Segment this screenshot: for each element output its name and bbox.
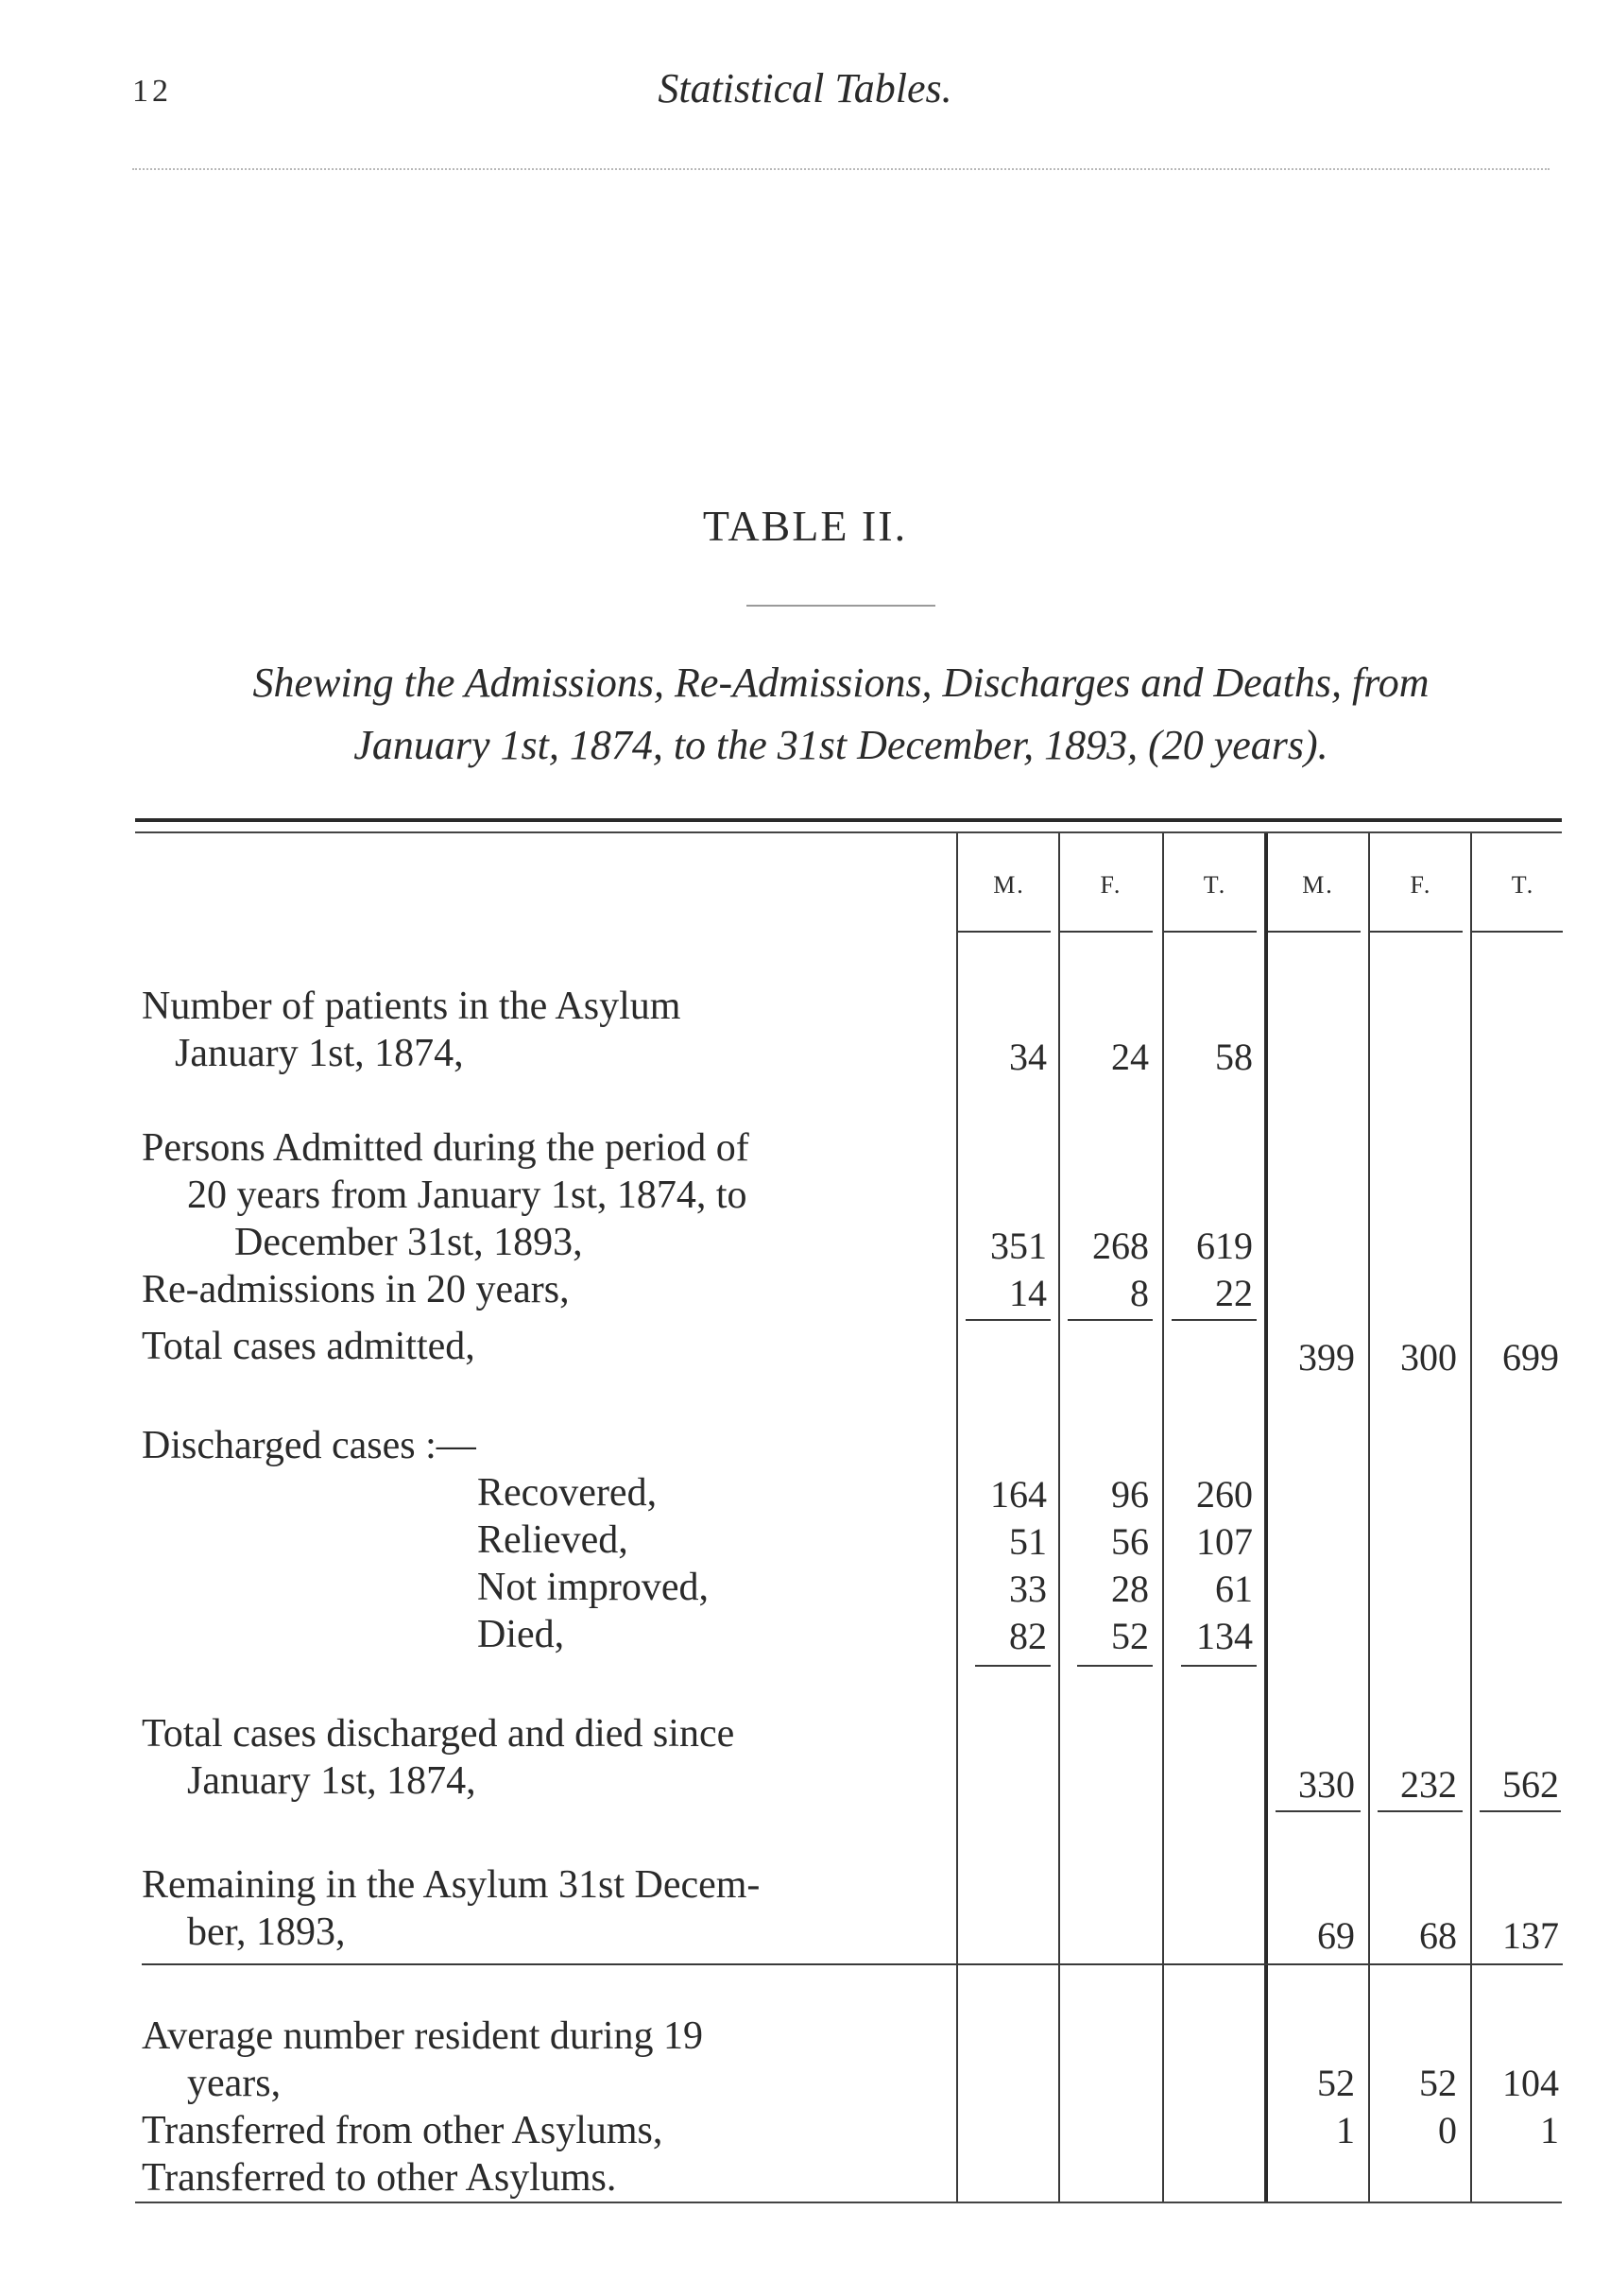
cell-not-improved-m: 33 — [1009, 1568, 1047, 1610]
row-label-total-admitted: Total cases admitted, — [142, 1325, 475, 1368]
header-underline — [1060, 931, 1153, 933]
header-underline — [958, 931, 1051, 933]
cell-admitted-m: 351 — [990, 1225, 1047, 1267]
row-label-recovered: Recovered, — [477, 1471, 658, 1515]
cell-total-discharged-f: 232 — [1400, 1763, 1457, 1806]
cell-transferred-from-m: 1 — [1336, 2109, 1355, 2151]
table-subtitle — [113, 652, 1568, 777]
cell-recovered-f: 96 — [1111, 1473, 1149, 1516]
sum-rule — [975, 1665, 1051, 1667]
cell-remaining-t: 137 — [1502, 1914, 1559, 1957]
column-divider — [1368, 833, 1370, 2202]
cell-admitted-f: 268 — [1092, 1225, 1149, 1267]
cell-total-admitted-m: 399 — [1298, 1336, 1355, 1379]
header-underline — [1472, 931, 1563, 933]
row-label-remaining: Remaining in the Asylum 31st Decem- — [142, 1863, 761, 1907]
row-label-admitted-cont: December 31st, 1893, — [234, 1221, 583, 1264]
column-header-t: T. — [1511, 871, 1535, 899]
cell-remaining-m: 69 — [1317, 1914, 1355, 1957]
cell-readmissions-f: 8 — [1130, 1272, 1149, 1314]
page-number: 12 — [132, 74, 172, 109]
cell-transferred-from-t: 1 — [1540, 2109, 1559, 2151]
cell-recovered-m: 164 — [990, 1473, 1047, 1516]
subtitle-line-1: Shewing the Admissions, Re-Admissions, Discharges and Deaths, from — [252, 660, 1430, 706]
cell-in-asylum-t: 58 — [1215, 1036, 1253, 1078]
column-divider — [1470, 833, 1472, 2202]
row-label-in-asylum-1874: Number of patients in the Asylum — [142, 985, 681, 1028]
cell-not-improved-f: 28 — [1111, 1568, 1149, 1610]
cell-total-admitted-f: 300 — [1400, 1336, 1457, 1379]
row-label-in-asylum-1874-cont: January 1st, 1874, — [175, 1032, 464, 1075]
sum-rule — [1077, 1665, 1153, 1667]
cell-total-admitted-t: 699 — [1502, 1336, 1559, 1379]
header-underline — [1268, 931, 1361, 933]
sum-rule — [1480, 1810, 1561, 1812]
row-label-average-resident: Average number resident during 19 — [142, 2014, 704, 2058]
row-label-transferred-from: Transferred from other Asylums, — [142, 2109, 663, 2152]
cell-average-resident-t: 104 — [1502, 2062, 1559, 2104]
cell-average-resident-f: 52 — [1419, 2062, 1457, 2104]
sum-rule — [1172, 1319, 1257, 1321]
table-top-rule — [135, 818, 1562, 822]
row-label-died: Died, — [477, 1613, 565, 1656]
header-rule — [132, 168, 1550, 170]
cell-died-t: 134 — [1196, 1615, 1253, 1657]
row-label-remaining-cont: ber, 1893, — [187, 1910, 346, 1954]
cell-total-discharged-m: 330 — [1298, 1763, 1355, 1806]
row-label-not-improved: Not improved, — [477, 1566, 709, 1609]
row-label-total-discharged-cont: January 1st, 1874, — [187, 1759, 476, 1803]
cell-transferred-from-f: 0 — [1438, 2109, 1457, 2151]
column-header-t: T. — [1203, 871, 1227, 899]
cell-relieved-m: 51 — [1009, 1520, 1047, 1563]
cell-average-resident-m: 52 — [1317, 2062, 1355, 2104]
cell-remaining-f: 68 — [1419, 1914, 1457, 1957]
title-rule — [746, 605, 935, 607]
row-label-average-resident-cont: years, — [187, 2062, 282, 2105]
header-underline — [1164, 931, 1257, 933]
row-label-admitted-cont: 20 years from January 1st, 1874, to — [187, 1174, 747, 1217]
sum-rule — [966, 1319, 1051, 1321]
row-label-relieved: Relieved, — [477, 1518, 628, 1562]
cell-died-m: 82 — [1009, 1615, 1047, 1657]
cell-admitted-t: 619 — [1196, 1225, 1253, 1267]
cell-not-improved-t: 61 — [1215, 1568, 1253, 1610]
cell-readmissions-m: 14 — [1009, 1272, 1047, 1314]
sum-rule — [1276, 1810, 1361, 1812]
sum-rule — [1068, 1319, 1153, 1321]
cell-in-asylum-f: 24 — [1111, 1036, 1149, 1078]
running-title: Statistical Tables. — [658, 65, 952, 111]
subtitle-line-2: January 1st, 1874, to the 31st December, 1893, (20 years). — [353, 722, 1328, 768]
cell-relieved-f: 56 — [1111, 1520, 1149, 1563]
sum-rule — [1181, 1665, 1257, 1667]
column-divider-heavy — [1264, 833, 1268, 2202]
column-header-f: F. — [1100, 871, 1122, 899]
header-underline — [1370, 931, 1463, 933]
cell-recovered-t: 260 — [1196, 1473, 1253, 1516]
table-title: TABLE II. — [702, 502, 908, 550]
row-label-transferred-to: Transferred to other Asylums. — [142, 2156, 617, 2200]
cell-total-discharged-t: 562 — [1502, 1763, 1559, 1806]
sum-rule — [1378, 1810, 1463, 1812]
table-top-rule-thin — [135, 831, 1562, 833]
cell-readmissions-t: 22 — [1215, 1272, 1253, 1314]
table-bottom-rule — [135, 2202, 1562, 2203]
cell-relieved-t: 107 — [1196, 1520, 1253, 1563]
row-separator-rule — [142, 1963, 1563, 1965]
row-label-admitted: Persons Admitted during the period of — [142, 1126, 749, 1170]
row-label-total-discharged: Total cases discharged and died since — [142, 1712, 735, 1756]
column-header-m: M. — [993, 871, 1025, 899]
column-header-f: F. — [1410, 871, 1432, 899]
column-header-m: M. — [1302, 871, 1334, 899]
cell-died-f: 52 — [1111, 1615, 1149, 1657]
section-label-discharged: Discharged cases :— — [142, 1424, 476, 1467]
row-label-readmissions: Re-admissions in 20 years, — [142, 1268, 570, 1311]
cell-in-asylum-m: 34 — [1009, 1036, 1047, 1078]
